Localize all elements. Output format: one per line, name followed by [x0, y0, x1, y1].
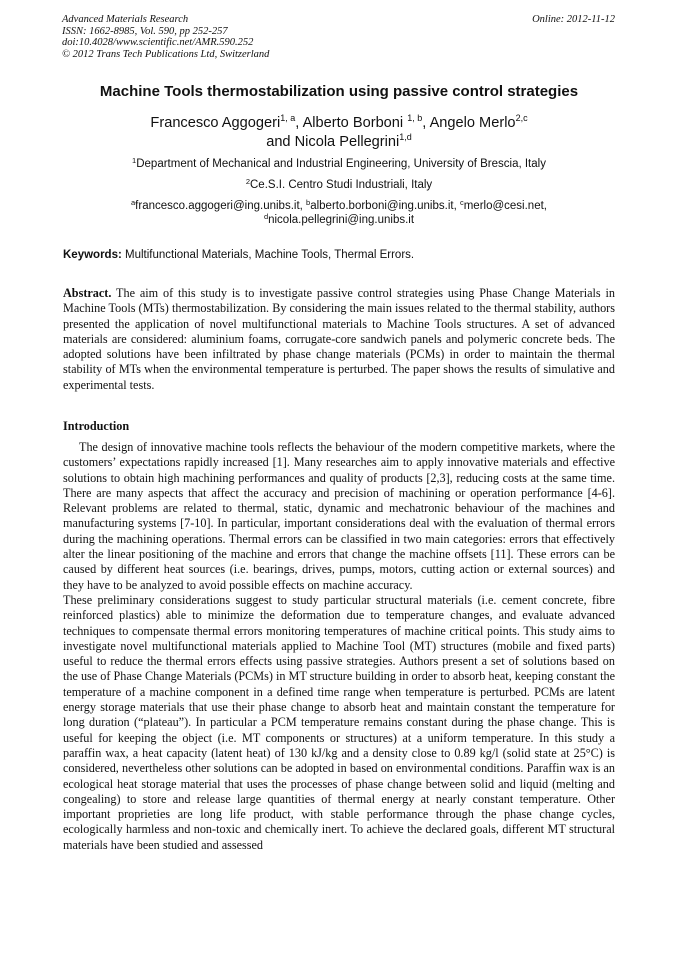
journal-name: Advanced Materials Research — [62, 14, 189, 25]
affiliation-text: Department of Mechanical and Industrial Engineering, University of Brescia, Italy — [136, 158, 546, 170]
keywords-line — [63, 249, 615, 261]
email-link: alberto.borboni@ing.unibs.it, — [310, 200, 460, 212]
online-date: Online: 2012-11-12 — [532, 14, 615, 25]
author-list — [30, 114, 648, 152]
email-line-2 — [30, 213, 648, 227]
author-affiliation-mark: 1, b — [407, 113, 423, 123]
affiliation-text: Ce.S.I. Centro Studi Industriali, Italy — [250, 179, 433, 191]
author-emails — [30, 199, 648, 227]
affiliation-mark: 1 — [132, 156, 137, 165]
email-link: francesco.aggogeri@ing.unibs.it, — [135, 200, 307, 212]
author-name: Alberto Borboni — [302, 115, 404, 131]
email-line-1 — [30, 199, 648, 213]
author-line-1: Francesco Aggogeri$^{1, a}$, Alberto Borboni $^{1, b}$, Angelo Merlo$^{2,c}$ — [150, 113, 528, 131]
abstract-label: Abstract. — [63, 286, 112, 300]
copyright-line: © 2012 Trans Tech Publications Ltd, Switzerland — [62, 48, 270, 60]
journal-header — [62, 14, 269, 60]
affiliation-2 — [30, 178, 648, 192]
author-affiliation-mark: 1, a — [280, 113, 296, 123]
email-mark: c — [459, 198, 464, 207]
affiliation-1 — [30, 157, 648, 171]
email-mark: d — [263, 212, 269, 221]
email-link: merlo@cesi.net, — [463, 200, 547, 212]
author-affiliation-mark: 2,c — [515, 113, 528, 123]
introduction-body — [63, 440, 615, 853]
body-paragraph: The design of innovative machine tools reflects the behaviour of the modern competitive markets, where the customers’ expectations rapidly increased [1]. Many researches aim to apply innovative materials and effective solutions to obtain high machining performances and quality of products [2,3], reducing costs at the same time. There are many aspects that affect the accuracy and precision of machining or operation performance [4-6]. Relevant problems are related to thermal, static, dynamic and mechatronic behaviour of the machines and manufacturing systems [7-10]. In particular, important considerations deal with the evaluation of thermal errors during the machining operations. Thermal errors can be classified in two main categories: errors that effectively alter the linear positioning of the machine and errors that change the machine offsets [11]. These errors can be caused by different heat sources (i.e. bearings, drives, pumps, motors, cutting action or external sources) and they have to be analyzed to avoid possible effects on machine accuracy. — [63, 440, 615, 592]
email-mark: a — [131, 198, 136, 207]
author-line-2 — [30, 133, 648, 152]
keywords-label: Keywords: — [63, 249, 122, 261]
email-link: nicola.pellegrini@ing.unibs.it — [268, 214, 415, 226]
paper-title: Machine Tools thermostabilization using passive control strategies — [99, 83, 579, 100]
section-heading-introduction: Introduction — [63, 419, 130, 433]
keywords-text: Multifunctional Materials, Machine Tools, Thermal Errors. — [121, 249, 415, 261]
abstract-text: The aim of this study is to investigate passive control strategies using Phase Change Materials in Machine Tools (MTs) thermostabilization. By considering the main issues related to the thermal stability, authors presented the application of novel multifunctional materials to Machine Tools structures. A set of advanced materials are considered: aluminium foams, corrugate-core sandwich panels and polymeric concrete beds. The adopted solutions have been infiltrated by phase change materials (PCMs) in order to maintain the thermal stability of MTs when the environmental temperature is perturbed. The paper shows the results of simulative and experimental tests. — [63, 286, 615, 392]
body-paragraph: These preliminary considerations suggest to study particular structural materials (i.e. cement concrete, fibre reinforced plastics) able to minimize the deformation due to temperature changes, and evaluate advanced techniques to compensate thermal errors monitoring temperatures of machine critical points. This study aims to investigate novel multifunctional materials applied to Machine Tool (MT) structures (mobile and fixed parts) useful to reduce the thermal errors effects using passive strategies. Authors present a set of solutions based on the use of Phase Change Materials (PCMs) in MT structure building in order to absorb heat, keeping constant the temperature of a machine component in a defined time range when temperature is perturbed. PCMs are latent energy storage materials that use their phase change to absorb heat and maintain constant the temperature for long duration (“plateau”). In particular a PCM temperature remains constant during the phase change. This is useful for keeping the object (i.e. MT components or structures) at a uniform temperature. In this study a paraffin wax, a heat capacity (latent heat) of 130 kJ/kg and a density close to 0.89 kg/l (solid state at 25°C) is considered, nevertheless other solutions can be adopted in based on environmental conditions. Paraffin wax is an ecological heat storage material that uses the processes of phase change between solid and liquid (melting and congealing) to store and release large quantities of thermal energy at nearly constant temperature. Other important proprieties are long life product, with stable performance through the phase change cycles, ecologically harmless and non-toxic and chemically inert. To achieve the declared goals, different MT structural materials have been studied and assessed — [63, 592, 615, 852]
affiliation-mark: 2 — [245, 177, 250, 186]
issn-line: ISSN: 1662-8985, Vol. 590, pp 252-257 — [62, 25, 228, 37]
author-name: Francesco Aggogeri — [150, 115, 281, 131]
abstract-paragraph — [63, 286, 615, 393]
author-name: Nicola Pellegrini — [294, 134, 400, 150]
author-conjunction: and — [266, 134, 291, 150]
author-name: Angelo Merlo — [429, 115, 516, 131]
author-affiliation-mark: 1,d — [399, 132, 412, 142]
doi-line: doi:10.4028/www.scientific.net/AMR.590.252 — [62, 37, 254, 49]
email-mark: b — [306, 198, 311, 207]
